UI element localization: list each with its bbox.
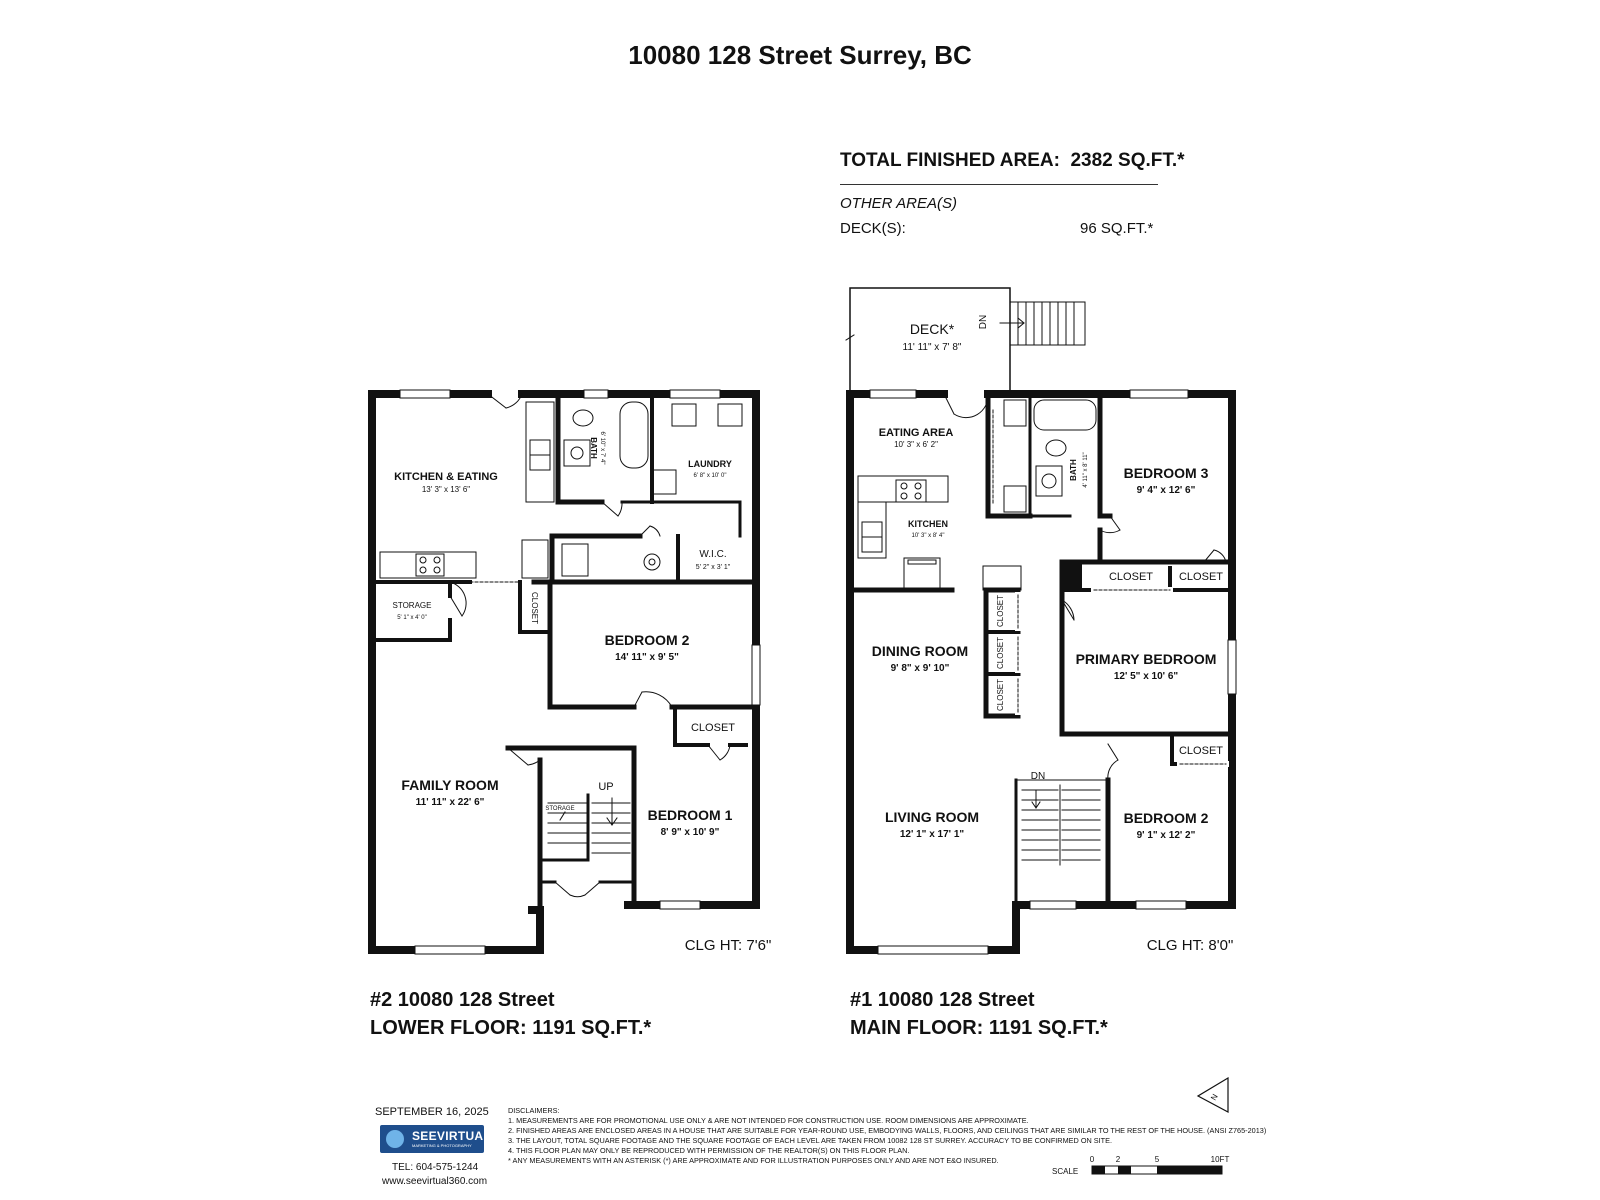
lower-bedroom1-label: BEDROOM 1 [647,807,733,823]
scale-tick-0: 0 [1089,1155,1095,1164]
scale-tick-5: 5 [1154,1155,1160,1164]
logo-subtext: MARKETING & PHOTOGRAPHY [412,1143,472,1148]
lower-laundry-dim: 6' 8" x 10' 0" [693,473,727,479]
lower-unit-label: #2 10080 128 Street [370,989,555,1011]
lower-bath-label: BATH [589,437,598,459]
disclaimer-line: 3. THE LAYOUT, TOTAL SQUARE FOOTAGE AND THE SQUARE FOOTAGE OF EACH LEVEL ARE TAKEN FROM 10082 128 ST SURREY. ACCURACY TO BE CONFIRMED ON SITE. [508,1136,1113,1145]
main-closet-a: CLOSET [1108,571,1154,583]
main-closet-d: CLOSET [996,636,1005,670]
deck-area-value: 96 SQ.FT.* [1080,220,1154,237]
main-kitchen-dim: 10' 3" x 8' 4" [911,533,945,539]
logo-swirl-icon [386,1130,404,1148]
main-dn-label: DN [1030,771,1046,782]
disclaimer-line: 4. THIS FLOOR PLAN MAY ONLY BE REPRODUCED WITH PERMISSION OF THE REALTOR(S) ON THIS FLOOR PLAN. [508,1146,910,1155]
lower-laundry-label: LAUNDRY [688,459,732,469]
lower-bedroom2-dim: 14' 11" x 9' 5" [615,652,679,663]
plan-date: SEPTEMBER 16, 2025 [375,1106,489,1118]
main-living-label: LIVING ROOM [884,809,980,825]
main-floor-area: MAIN FLOOR: 1191 SQ.FT.* [850,1017,1108,1039]
lower-up-label: UP [598,781,614,793]
lower-storage-label: STORAGE [392,601,432,610]
main-closet-f: CLOSET [1178,745,1224,757]
main-dining-dim: 9' 8" x 9' 10" [890,663,950,674]
other-areas-label: OTHER AREA(S) [840,195,957,212]
total-label: TOTAL FINISHED AREA: [840,150,1060,171]
main-bedroom3-dim: 9' 4" x 12' 6" [1136,485,1196,496]
main-dining-label: DINING ROOM [871,643,969,659]
disclaimer-heading: DISCLAIMERS: [508,1106,560,1115]
contact-phone: TEL: 604-575-1244 [392,1162,479,1173]
main-ceiling-height: CLG HT: 8'0" [1146,937,1234,954]
main-unit-label: #1 10080 128 Street [850,989,1035,1011]
lower-family-label: FAMILY ROOM [401,777,499,793]
disclaimers [508,1106,1267,1166]
deck-area-label: DECK(S): [840,220,906,237]
lower-wic-dim: 5' 2" x 3' 1" [695,564,731,571]
lower-ceiling-height: CLG HT: 7'6" [684,937,772,954]
north-label: N [1209,1092,1220,1103]
main-closet-c: CLOSET [996,594,1005,628]
main-bedroom3-label: BEDROOM 3 [1123,465,1209,481]
main-closet-e: CLOSET [996,678,1005,712]
scale-label: SCALE [1052,1167,1079,1176]
main-eating-label: EATING AREA [878,427,954,439]
contact-website: www.seevirtual360.com [382,1176,488,1187]
main-bath-label: BATH [1069,459,1078,481]
lower-wic-label: W.I.C. [699,549,727,560]
lower-closet-label: CLOSET [690,722,736,734]
lower-closet-vertical: CLOSET [530,591,539,625]
main-deck-dim: 11' 11" x 7' 8" [902,342,962,353]
main-closet-b: CLOSET [1178,571,1224,583]
main-primary-label: PRIMARY BEDROOM [1075,651,1217,667]
scale-tick-2: 2 [1115,1155,1121,1164]
disclaimer-line: * ANY MEASUREMENTS WITH AN ASTERISK (*) ARE APPROXIMATE AND FOR ILLUSTRATION PURPOSES ONLY AND ARE NOT E&O INSURED. [508,1156,999,1165]
lower-family-dim: 11' 11" x 22' 6" [415,797,485,808]
main-floor-plan [846,288,1236,954]
disclaimer-line: 1. MEASUREMENTS ARE FOR PROMOTIONAL USE ONLY & ARE NOT INTENDED FOR CONSTRUCTION USE. ROOM DIMENSIONS ARE APPROXIMATE. [508,1116,1029,1125]
lower-storage-dim: 5' 1" x 4' 0" [397,615,427,621]
lower-floor-area: LOWER FLOOR: 1191 SQ.FT.* [370,1017,652,1039]
main-eating-dim: 10' 3" x 6' 2" [894,440,938,449]
scale-tick-10: 10FT [1210,1155,1230,1164]
main-bedroom2-dim: 9' 1" x 12' 2" [1136,830,1196,841]
lower-bedroom1-dim: 8' 9" x 10' 9" [660,827,720,838]
lower-bedroom2-label: BEDROOM 2 [604,632,690,648]
main-deck-label: DECK* [909,321,955,337]
main-bedroom2-label: BEDROOM 2 [1123,810,1209,826]
lower-kitchen-label: KITCHEN & EATING [394,471,498,483]
main-bath-dim: 4' 11" x 8' 11" [1083,452,1089,488]
logo-text: SEEVIRTUAL [412,1129,492,1143]
main-kitchen-label: KITCHEN [908,519,948,529]
disclaimer-line: 2. FINISHED AREAS ARE ENCLOSED AREAS IN A HOUSE THAT ARE SUITABLE FOR YEAR-ROUND USE, EMBODYING WALLS, FLOORS, AND CEILINGS THAT ARE SIMILAR TO THE REST OF THE HOUSE. (ANSI Z765-2013) [508,1126,1267,1135]
main-primary-dim: 12' 5" x 10' 6" [1113,671,1179,682]
seevirtual-logo [380,1125,492,1153]
lower-kitchen-dim: 13' 3" x 13' 6" [421,485,471,494]
main-living-dim: 12' 1" x 17' 1" [899,829,965,840]
main-deck-dn-label: DN [978,314,989,330]
total-value: 2382 SQ.FT.* [1070,150,1185,171]
lower-stair-storage-label: STORAGE [545,806,575,812]
lower-bath-dim: 6' 10" x 7' 4" [599,431,605,465]
page-title: 10080 128 Street Surrey, BC [628,40,972,70]
